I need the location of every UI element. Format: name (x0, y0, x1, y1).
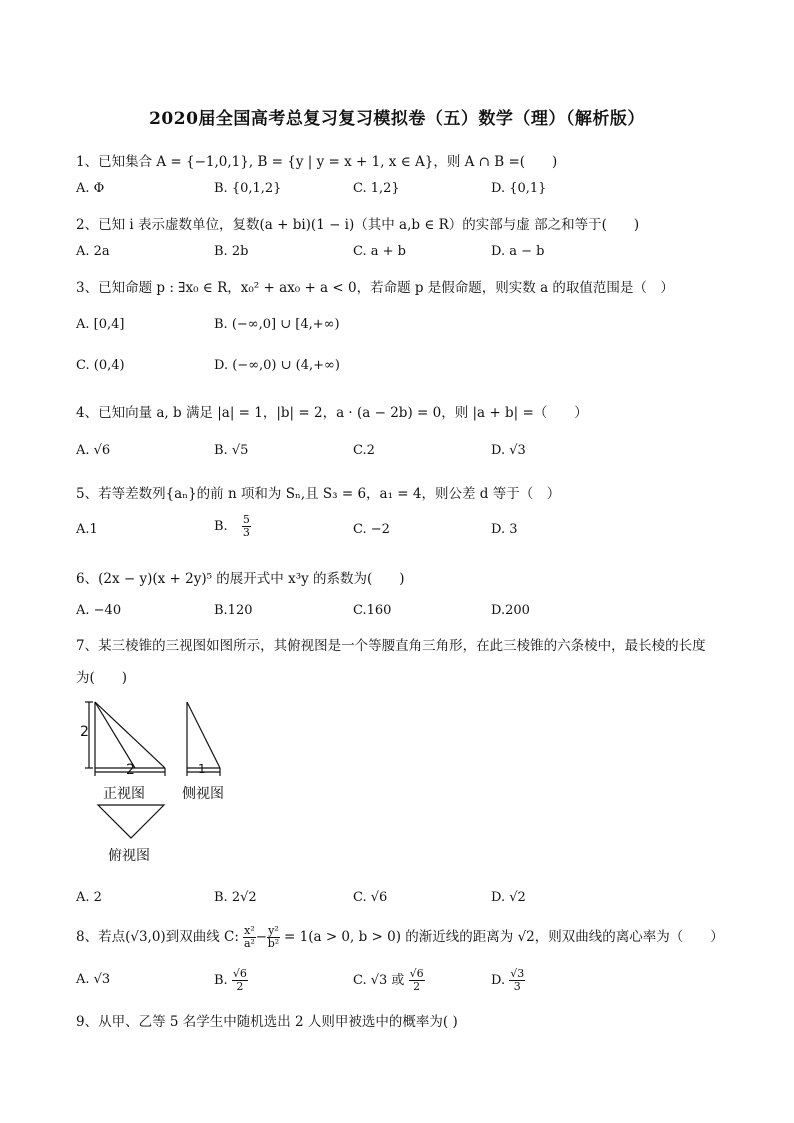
question-1-option-b: B. {0,1,2} (214, 181, 282, 196)
question-9-stem: 9、从甲、乙等 5 名学生中随机选出 2 人则甲被选中的概率为( ) (76, 1014, 458, 1030)
question-8-option-d (491, 968, 525, 993)
question-3-options-row2 (76, 358, 736, 378)
question-7-option-b: B. 2√2 (214, 890, 257, 905)
question-5-option-b (214, 514, 251, 539)
question-2-option-a: A. 2a (76, 244, 110, 259)
question-3-option-d: D. (−∞,0) ∪ (4,+∞) (214, 358, 340, 373)
question-7-options (76, 890, 736, 910)
fraction-numerator: √6 (409, 967, 424, 980)
question-2-stem: 2、已知 i 表示虚数单位，复数(a + bi)(1 − i)（其中 a,b ∈ R）的实部与虚 部之和等于( ) (76, 217, 640, 233)
fraction-denominator: a² (244, 937, 255, 950)
question-2-option-d: D. a − b (491, 244, 545, 259)
question-4-options (76, 443, 736, 463)
question-1-stem: 1、已知集合 A = {−1,0,1}, B = {y | y = x + 1, x ∈ A}，则 A ∩ B =( ) (76, 154, 558, 170)
question-7-option-d: D. √2 (491, 890, 526, 905)
question-4-option-a: A. √6 (76, 443, 111, 458)
question-6-options (76, 603, 736, 623)
question-8-fraction-y (267, 925, 280, 950)
question-7-option-a: A. 2 (76, 890, 102, 905)
question-8-options (76, 967, 736, 993)
front-width-label: 2 (126, 762, 135, 778)
question-5-options (76, 513, 736, 542)
question-2-option-c: C. a + b (353, 244, 406, 259)
question-8-stem (76, 925, 724, 950)
question-1-option-d: D. {0,1} (491, 181, 547, 196)
question-6-option-b: B.120 (214, 603, 253, 618)
question-8-option-c-fraction (409, 968, 425, 993)
question-7-stem-line2: 为( ) (76, 670, 128, 686)
fraction-denominator: 2 (236, 980, 244, 993)
question-4-option-c: C.2 (353, 443, 375, 458)
question-5-option-a: A.1 (76, 522, 98, 537)
side-width-label: 1 (198, 762, 206, 776)
question-5-option-c: C. −2 (353, 522, 390, 537)
question-8-stem-end: = 1(a > 0, b > 0) 的渐近线的距离为 √2，则双曲线的离心率为（ ） (284, 929, 724, 945)
fraction-numerator: 5 (242, 513, 250, 526)
minus-sign: − (255, 929, 268, 945)
question-4-stem: 4、已知向量 a, b 满足 |a| = 1，|b| = 2，a · (a − 2b) = 0，则 |a + b| =（ ） (76, 405, 588, 421)
question-5-option-d: D. 3 (491, 522, 518, 537)
question-8-option-b (214, 968, 248, 993)
question-4-option-b: B. √5 (214, 443, 249, 458)
fraction-denominator: 3 (513, 980, 521, 993)
question-7-option-c: C. √6 (353, 890, 388, 905)
question-8-stem-start: 8、若点(√3,0)到双曲线 C: (76, 929, 239, 945)
front-view-label: 正视图 (103, 786, 145, 802)
question-5-option-b-label: B. (214, 519, 228, 534)
fraction-numerator: x² (244, 924, 255, 937)
fraction-denominator: b² (267, 937, 280, 950)
question-1-options (76, 181, 736, 201)
fraction-denominator: 2 (413, 980, 421, 993)
question-6-option-c: C.160 (353, 603, 392, 618)
question-8-option-d-fraction (509, 968, 525, 993)
front-view (85, 702, 165, 776)
fraction-numerator: y² (268, 924, 279, 937)
question-5-stem: 5、若等差数列{aₙ}的前 n 项和为 Sₙ,且 S₃ = 6，a₁ = 4，则公差 d 等于（ ） (76, 486, 561, 502)
question-8-option-b-fraction (232, 968, 248, 993)
front-height-label: 2 (80, 724, 89, 740)
question-5-option-b-fraction (242, 514, 251, 539)
question-1-option-c: C. 1,2} (353, 181, 400, 196)
question-4-option-d: D. √3 (491, 443, 526, 458)
question-8-option-a: A. √3 (76, 972, 111, 987)
top-view-label: 俯视图 (108, 848, 150, 864)
question-3-option-a: A. [0,4] (76, 317, 125, 332)
question-3-option-b: B. (−∞,0] ∪ [4,+∞) (214, 317, 340, 332)
question-8-fraction-x (243, 925, 256, 950)
question-6-option-d: D.200 (491, 603, 530, 618)
top-view (98, 805, 164, 838)
fraction-numerator: √3 (510, 967, 525, 980)
question-2-options (76, 244, 736, 264)
question-6-option-a: A. −40 (76, 603, 122, 618)
fraction-denominator: 3 (242, 526, 250, 539)
question-6-stem: 6、(2x − y)(x + 2y)⁵ 的展开式中 x³y 的系数为( ) (76, 571, 405, 587)
question-3-option-c: C. (0,4) (76, 358, 125, 373)
side-view-label: 侧视图 (182, 786, 224, 802)
question-3-stem: 3、已知命题 p : ∃x₀ ∈ R，x₀² + ax₀ + a < 0，若命题 p 是假命题，则实数 a 的取值范围是（ ） (76, 280, 674, 296)
question-8-option-b-label: B. (214, 973, 228, 988)
question-8-option-d-label: D. (491, 973, 506, 988)
question-7-stem-line1: 7、某三棱锥的三视图如图所示，其俯视图是一个等腰直角三角形，在此三棱锥的六条棱中，最长棱的长度 (76, 638, 706, 654)
question-8-option-c-label: C. √3 或 (353, 973, 405, 988)
question-8-option-c (353, 968, 425, 993)
question-3-options-row1 (76, 317, 736, 337)
question-2-option-b: B. 2b (214, 244, 249, 259)
question-1-option-a: A. Φ (76, 181, 105, 196)
page-title: 2020届全国高考总复习复习模拟卷（五）数学（理）（解析版） (149, 109, 645, 129)
fraction-numerator: √6 (232, 967, 247, 980)
